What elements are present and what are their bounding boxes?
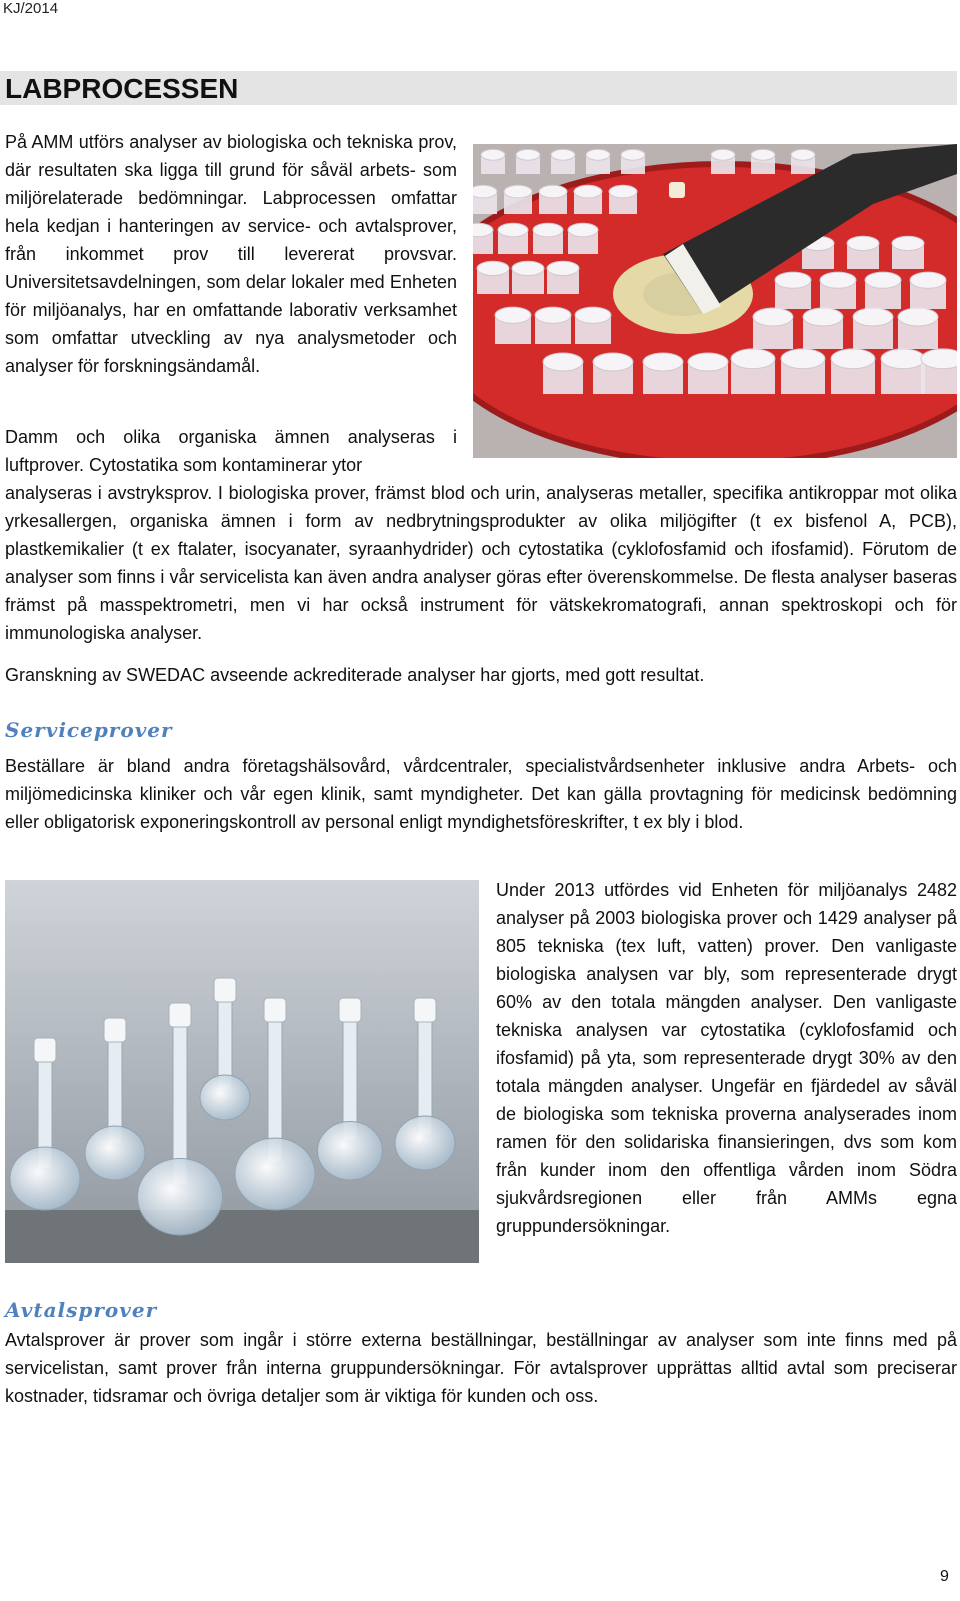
sample-tube (495, 307, 531, 344)
sample-tube (781, 349, 825, 394)
sample-tube (539, 185, 567, 214)
sample-tube (551, 149, 575, 174)
sample-tube (892, 236, 924, 269)
sample-tube (921, 349, 957, 394)
sample-tube (881, 349, 925, 394)
sample-tube (504, 185, 532, 214)
sample-tube (593, 353, 633, 394)
sample-tube (831, 349, 875, 394)
header-label: KJ/2014 (3, 0, 59, 17)
sample-tube (473, 185, 497, 214)
sample-tube (791, 149, 815, 174)
sample-tube (803, 308, 843, 349)
sample-tube (898, 308, 938, 349)
sample-tube (775, 272, 811, 309)
damm-paragraph-part1: Damm och olika organiska ämnen analyseras i luftprover. Cytostatika som kontaminerar ytor (5, 427, 457, 475)
sample-tube (512, 261, 544, 294)
sample-tube (820, 272, 856, 309)
sample-tube (688, 353, 728, 394)
serviceprover-paragraph: Beställare är bland andra företagshälsovård, vårdcentraler, specialistvårdsenheter inklusive andra Arbets- och miljömedicinska kliniker och vår egen klinik, samt myndigheter. Det kan gälla provtagning för medicinsk bedömning eller obligatorisk exponeringskontroll av personal enligt myndighetsföreskrifter, t ex bly i blod. (5, 756, 957, 832)
avtalsprover-paragraph: Avtalsprover är prover som ingår i större externa beställningar, beställningar av analyser som inte finns med på servicelistan, samt prover från interna gruppundersökningar. För avtalsprover upprättas alltid avtal som preciserar kostnader, tidsramar och övriga detaljer som är viktiga för kunden och oss. (5, 1330, 957, 1406)
sample-tube (586, 149, 610, 174)
sample-tube (535, 307, 571, 344)
sample-tube (481, 149, 505, 174)
sample-rack-photo (473, 144, 957, 458)
sample-tube (731, 349, 775, 394)
flasks-photo (5, 880, 479, 1263)
damm-paragraph-part2: analyseras i avstryksprov. I biologiska prover, främst blod och urin, analyseras metaller, specifika antikroppar mot olika yrkesallergen, organiska ämnen i form av nedbrytningsprodukter av olika miljögifter (t ex bisfenol A, PCB), plastkemikalier (t ex ftalater, isocyanater, syraanhydrider) och cytostatika (cyklofosfamid och ifosfamid). Förutom de analyser som finns i vår servicelista kan även andra analyser göras efter överenskommelse. De flesta analyser baseras främst på masspektrometri, men vi har också instrument för vätskekromatografi, annan spektroskopi och för immunologiska analyser. (5, 483, 957, 643)
statistics-paragraph: Under 2013 utfördes vid Enheten för miljöanalys 2482 analyser på 2003 biologiska prover och 1429 analyser på 805 tekniska (tex luft, vatten) prover. Den vanligaste biologiska analysen var bly, som representerade drygt 60% av den totala mängden analyser. Den vanligaste tekniska analysen var cytostatika (cyklofosfamid och ifosfamid) på yta, som representerade drygt 30% av den totala mängden analyser. Ungefär en fjärdedel av såväl de biologiska som tekniska proverna analyserades inom ramen för den solidariska finansieringen, dvs som kom från kunder inom den offentliga vården inom Södra sjukvårdsregionen eller från AMMs egna gruppundersökningar. (496, 880, 957, 1236)
sample-tube (568, 223, 598, 254)
sample-tube (575, 307, 611, 344)
sample-tube (865, 272, 901, 309)
sample-tube (574, 185, 602, 214)
sample-tube (753, 308, 793, 349)
sample-tube (621, 149, 645, 174)
sample-tube (910, 272, 946, 309)
sample-tube (543, 353, 583, 394)
sample-tube (853, 308, 893, 349)
sample-tube (473, 223, 493, 254)
sample-tube (477, 261, 509, 294)
avtalsprover-heading: Avtalsprover (5, 1298, 158, 1322)
sample-tube (609, 185, 637, 214)
page-number: 9 (940, 1568, 949, 1585)
sample-tube (847, 236, 879, 269)
sample-tube (643, 353, 683, 394)
sample-tube (516, 149, 540, 174)
sample-tube (751, 149, 775, 174)
sample-tube (711, 149, 735, 174)
intro-paragraph: På AMM utförs analyser av biologiska och tekniska prov, där resultaten ska ligga till grund för såväl arbets- som miljörelaterade bedömningar. Labprocessen omfattar hela kedjan i hanteringen av service- och avtalsprover, från inkommet prov till levererat provsvar. Universitetsavdelningen, som delar lokaler med Enheten för miljöanalys, har en omfattande laborativ verksamhet som omfattar utveckling av nya analysmetoder och analyser för forskningsändamål. (5, 132, 457, 376)
serviceprover-heading: Serviceprover (5, 718, 173, 742)
sample-tube (533, 223, 563, 254)
granskning-paragraph: Granskning av SWEDAC avseende ackrediterade analyser har gjorts, med gott resultat. (5, 665, 705, 685)
sample-tube (547, 261, 579, 294)
page-title: LABPROCESSEN (5, 73, 239, 104)
sample-tube (498, 223, 528, 254)
